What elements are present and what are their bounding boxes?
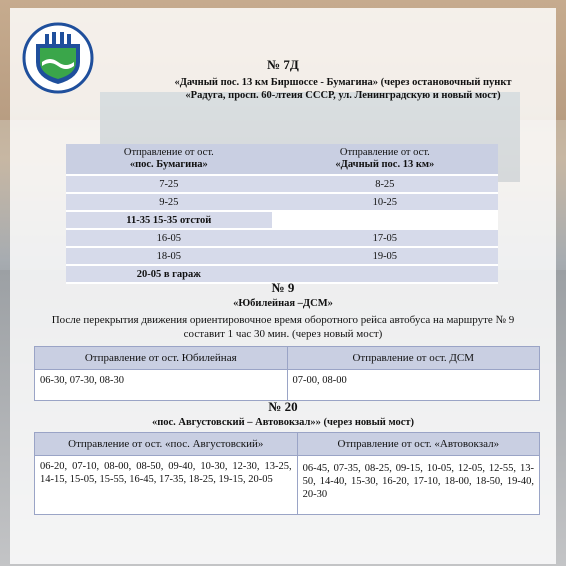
route-7d-header-right-line2: «Дачный пос. 13 км»	[335, 159, 435, 170]
route-7d-description: «Дачный пос. 13 км Биршоссе - Бумагина» (через остановочный пункт «Радуга, просп. 60-лтеия СССР, ул. Ленинградскую и новый мост)	[174, 77, 512, 101]
table-row	[35, 456, 540, 515]
route-9-header-left: Отправление от ост. Юбилейная	[35, 347, 288, 370]
route-20-header-right: Отправление от ост. «Автовокзал»	[297, 433, 539, 456]
route-7d-cell-right: 8-25	[272, 175, 498, 193]
route-7d-cell-right: 17-05	[272, 229, 498, 247]
route-7d-header-right-line1: Отправление от ост.	[339, 147, 430, 158]
route-7d-header-left-line1: Отправление от ост.	[123, 147, 214, 158]
route-20-number: № 20	[268, 399, 298, 414]
route-20-description: «пос. Августовский – Автовокзал»» (через новый мост)	[151, 417, 415, 428]
route-20-table	[34, 432, 540, 515]
table-row	[66, 193, 498, 211]
route-20-header-left: Отправление от ост. «пос. Августовский»	[35, 433, 298, 456]
route-7d-header-left	[66, 144, 272, 175]
route-7d-table	[66, 144, 498, 284]
route-9-times-right: 07-00, 08-00	[287, 370, 540, 401]
table-row	[66, 247, 498, 265]
route-7d-cell-left: 18-05	[66, 247, 272, 265]
route-7d-cell-left: 7-25	[66, 175, 272, 193]
route-7d-cell-left: 20-05 в гараж	[66, 265, 272, 283]
route-9-description: «Юбилейная –ДСМ»	[233, 298, 333, 309]
route-7d-cell-left: 9-25	[66, 193, 272, 211]
route-7d-number: № 7Д	[267, 57, 299, 72]
route-9-table	[34, 346, 540, 401]
route-9-header-right: Отправление от ост. ДСМ	[287, 347, 540, 370]
table-row	[66, 229, 498, 247]
route-7d-header-right	[272, 144, 498, 175]
route-9-number: № 9	[271, 280, 295, 295]
route-7d-cell-right: 10-25	[272, 193, 498, 211]
route-9-times-left: 06-30, 07-30, 08-30	[35, 370, 288, 401]
route-20-times-left: 06-20, 07-10, 08-00, 08-50, 09-40, 10-30, 12-30, 13-25, 14-15, 15-05, 15-55, 16-45, 17-35, 18-25, 19-15, 20-05	[35, 456, 298, 515]
table-row	[66, 175, 498, 193]
route-7d-cell-left: 16-05	[66, 229, 272, 247]
table-row	[35, 370, 540, 401]
route-7d-cell-left: 11-35 15-35 отстой	[66, 211, 272, 229]
route-20-times-right: 06-45, 07-35, 08-25, 09-15, 10-05, 12-05, 12-55, 13-50, 14-40, 15-30, 16-20, 17-10, 18-00, 18-50, 19-40, 20-30	[297, 456, 539, 515]
table-row	[66, 211, 498, 229]
route-7d-cell-right	[272, 211, 498, 229]
route-9-note: После перекрытия движения ориентировочное время оборотного рейса автобуса на маршруте № 9 составит 1 час 30 мин. (через новый мост)	[51, 314, 515, 340]
route-7d-cell-right: 19-05	[272, 247, 498, 265]
route-7d-header-left-line2: «пос. Бумагина»	[129, 159, 208, 170]
